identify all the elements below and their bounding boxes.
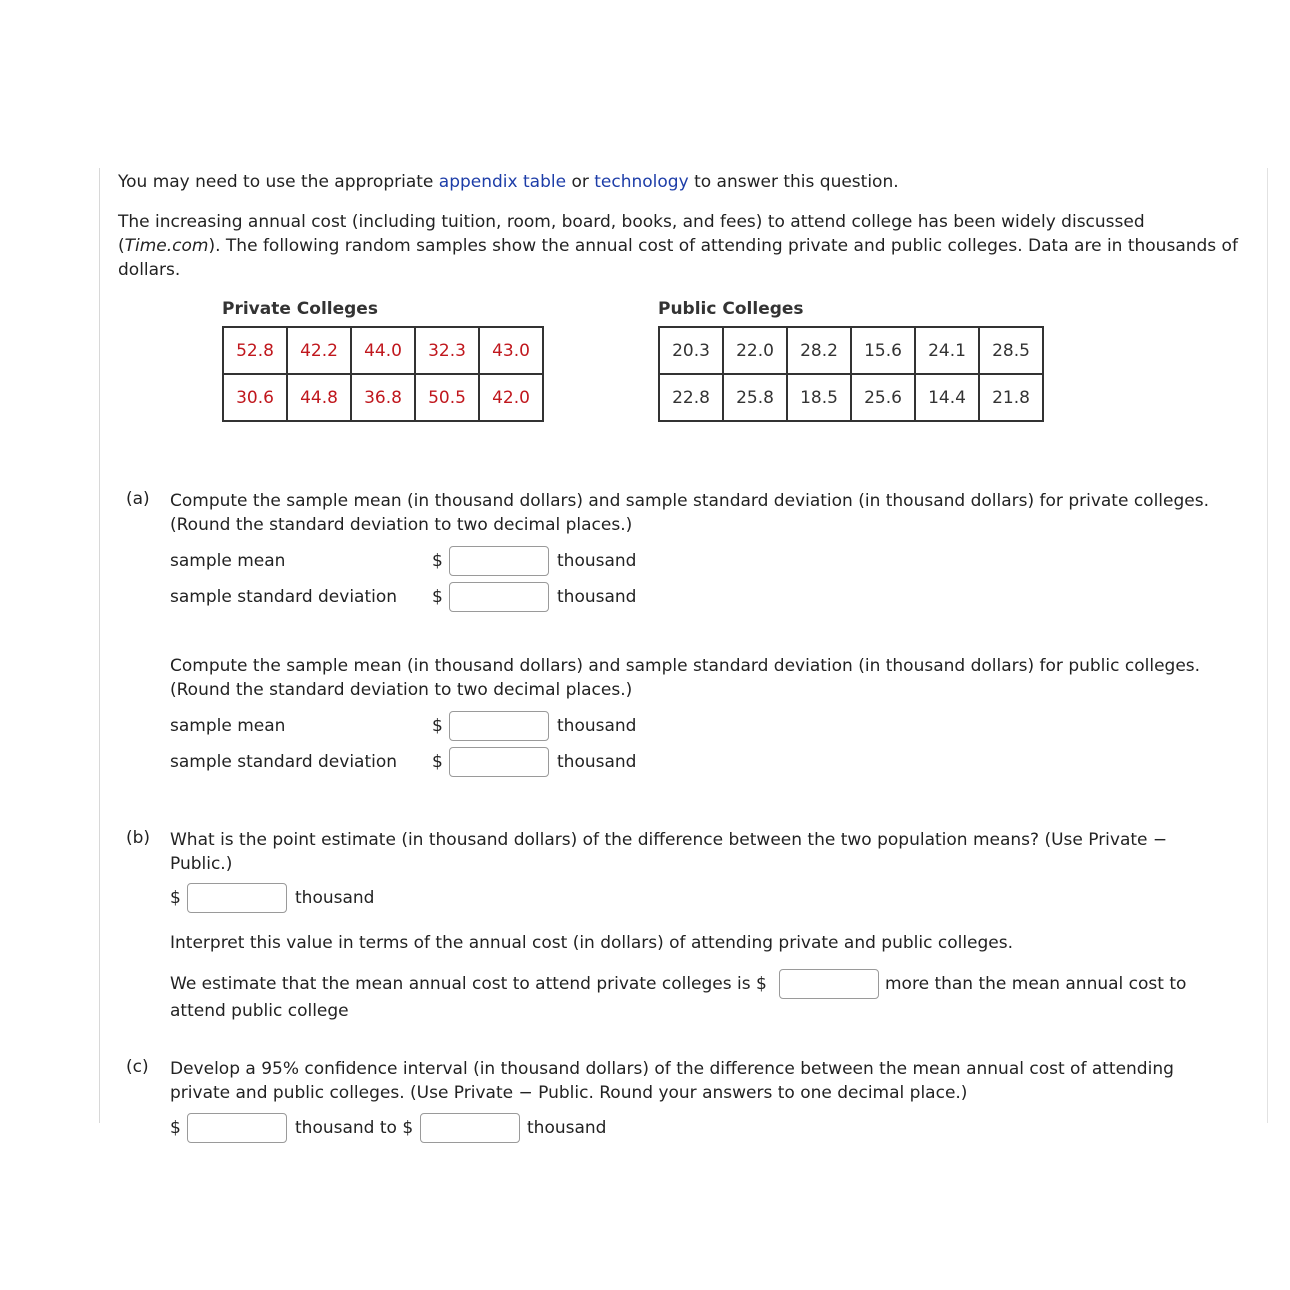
table-cell: 25.8 [723,374,787,421]
table-row [659,374,1043,421]
problem-description [118,210,1238,282]
part-b-label: (b) [126,828,151,848]
sample-sd-label: sample standard deviation [170,587,398,607]
public-sample-mean-input[interactable] [449,711,549,741]
unit-label: thousand [557,752,637,772]
table-cell: 14.4 [915,374,979,421]
interpretation-text-suffix: more than the mean annual cost to [885,974,1187,994]
table-cell: 18.5 [787,374,851,421]
table-cell: 21.8 [979,374,1043,421]
sample-sd-label: sample standard deviation [170,752,398,772]
table-cell: 20.3 [659,327,723,374]
table-cell: 28.2 [787,327,851,374]
table-cell: 42.2 [287,327,351,374]
table-cell: 44.8 [287,374,351,421]
currency-symbol: $ [432,551,443,571]
public-colleges-title: Public Colleges [658,299,804,319]
private-colleges-title: Private Colleges [222,299,378,319]
private-colleges-block [222,298,544,422]
difference-dollars-input[interactable] [779,969,879,999]
interpret-prompt: Interpret this value in terms of the annual cost (in dollars) of attending private and public colleges. [170,933,1014,953]
intro-text-or: or [566,172,595,192]
public-colleges-table [658,326,1044,422]
part-b-question: What is the point estimate (in thousand dollars) of the difference between the two population means? (Use Private − Public.) [170,830,1168,874]
ci-mid-label: thousand to $ [295,1118,414,1138]
table-cell: 22.0 [723,327,787,374]
public-mean-row [170,711,1238,747]
interpretation-text: We estimate that the mean annual cost to attend private colleges is $ [170,974,767,994]
table-cell: 32.3 [415,327,479,374]
unit-label: thousand [557,716,637,736]
intro-text: You may need to use the appropriate [118,172,439,192]
intro-line [118,170,1238,194]
intro-text-end: to answer this question. [688,172,899,192]
unit-label: thousand [557,587,637,607]
sample-mean-label: sample mean [170,716,286,736]
currency-symbol: $ [170,1118,181,1138]
table-row [659,327,1043,374]
unit-label: thousand [295,888,375,908]
part-c-body [170,1057,1238,1147]
public-sample-sd-input[interactable] [449,747,549,777]
table-cell: 50.5 [415,374,479,421]
public-sd-row [170,747,1238,783]
private-sample-mean-input[interactable] [449,546,549,576]
table-cell: 28.5 [979,327,1043,374]
currency-symbol: $ [432,716,443,736]
confidence-interval-row [170,1113,1238,1147]
appendix-table-link[interactable]: appendix table [438,172,567,192]
table-cell: 44.0 [351,327,415,374]
private-colleges-table [222,326,544,422]
part-c-question: Develop a 95% confidence interval (in thousand dollars) of the difference between the mean annual cost of attending private and public colleges. (Use Private − Public. Round your answers to one decimal place.) [170,1059,1174,1103]
part-a-question-public: Compute the sample mean (in thousand dollars) and sample standard deviation (in thousand dollars) for public colleges. (Round the standard deviation to two decimal places.) [170,656,1201,700]
private-sd-row [170,582,1238,618]
technology-link[interactable]: technology [594,172,689,192]
table-cell: 42.0 [479,374,543,421]
currency-symbol: $ [170,888,181,908]
ci-lower-input[interactable] [187,1113,287,1143]
table-row [223,327,543,374]
table-row [223,374,543,421]
unit-label: thousand [557,551,637,571]
part-a-question-private: Compute the sample mean (in thousand dollars) and sample standard deviation (in thousand dollars) for private colleges. (Round the standard deviation to two decimal places.) [170,491,1209,535]
table-cell: 24.1 [915,327,979,374]
part-a-label: (a) [126,489,150,509]
data-tables [118,298,1238,458]
part-c-label: (c) [126,1057,149,1077]
table-cell: 30.6 [223,374,287,421]
table-cell: 36.8 [351,374,415,421]
private-sample-sd-input[interactable] [449,582,549,612]
point-estimate-input[interactable] [187,883,287,913]
part-c [118,1057,1238,1147]
table-cell: 25.6 [851,374,915,421]
part-a-body [170,489,1238,783]
description-text: The increasing annual cost (including tuition, room, board, books, and fees) to attend college has been widely discussed ( [118,212,1145,256]
interpretation-text-end: attend public college [170,1001,349,1021]
public-colleges-block [658,298,1044,422]
ci-upper-input[interactable] [420,1113,520,1143]
private-mean-row [170,546,1238,582]
table-cell: 52.8 [223,327,287,374]
table-cell: 22.8 [659,374,723,421]
point-estimate-row [170,883,1238,917]
currency-symbol: $ [432,752,443,772]
question-content [118,170,1238,1147]
source-name: Time.com [124,236,209,256]
sample-mean-label: sample mean [170,551,286,571]
unit-label: thousand [527,1118,607,1138]
part-b-body [170,828,1238,1023]
interpretation-sentence-row [170,969,1238,1003]
table-cell: 43.0 [479,327,543,374]
currency-symbol: $ [432,587,443,607]
part-b [118,828,1238,1023]
part-a [118,489,1238,783]
description-text-2: ). The following random samples show the annual cost of attending private and public colleges. Data are in thousands of dollars. [118,236,1238,280]
table-cell: 15.6 [851,327,915,374]
